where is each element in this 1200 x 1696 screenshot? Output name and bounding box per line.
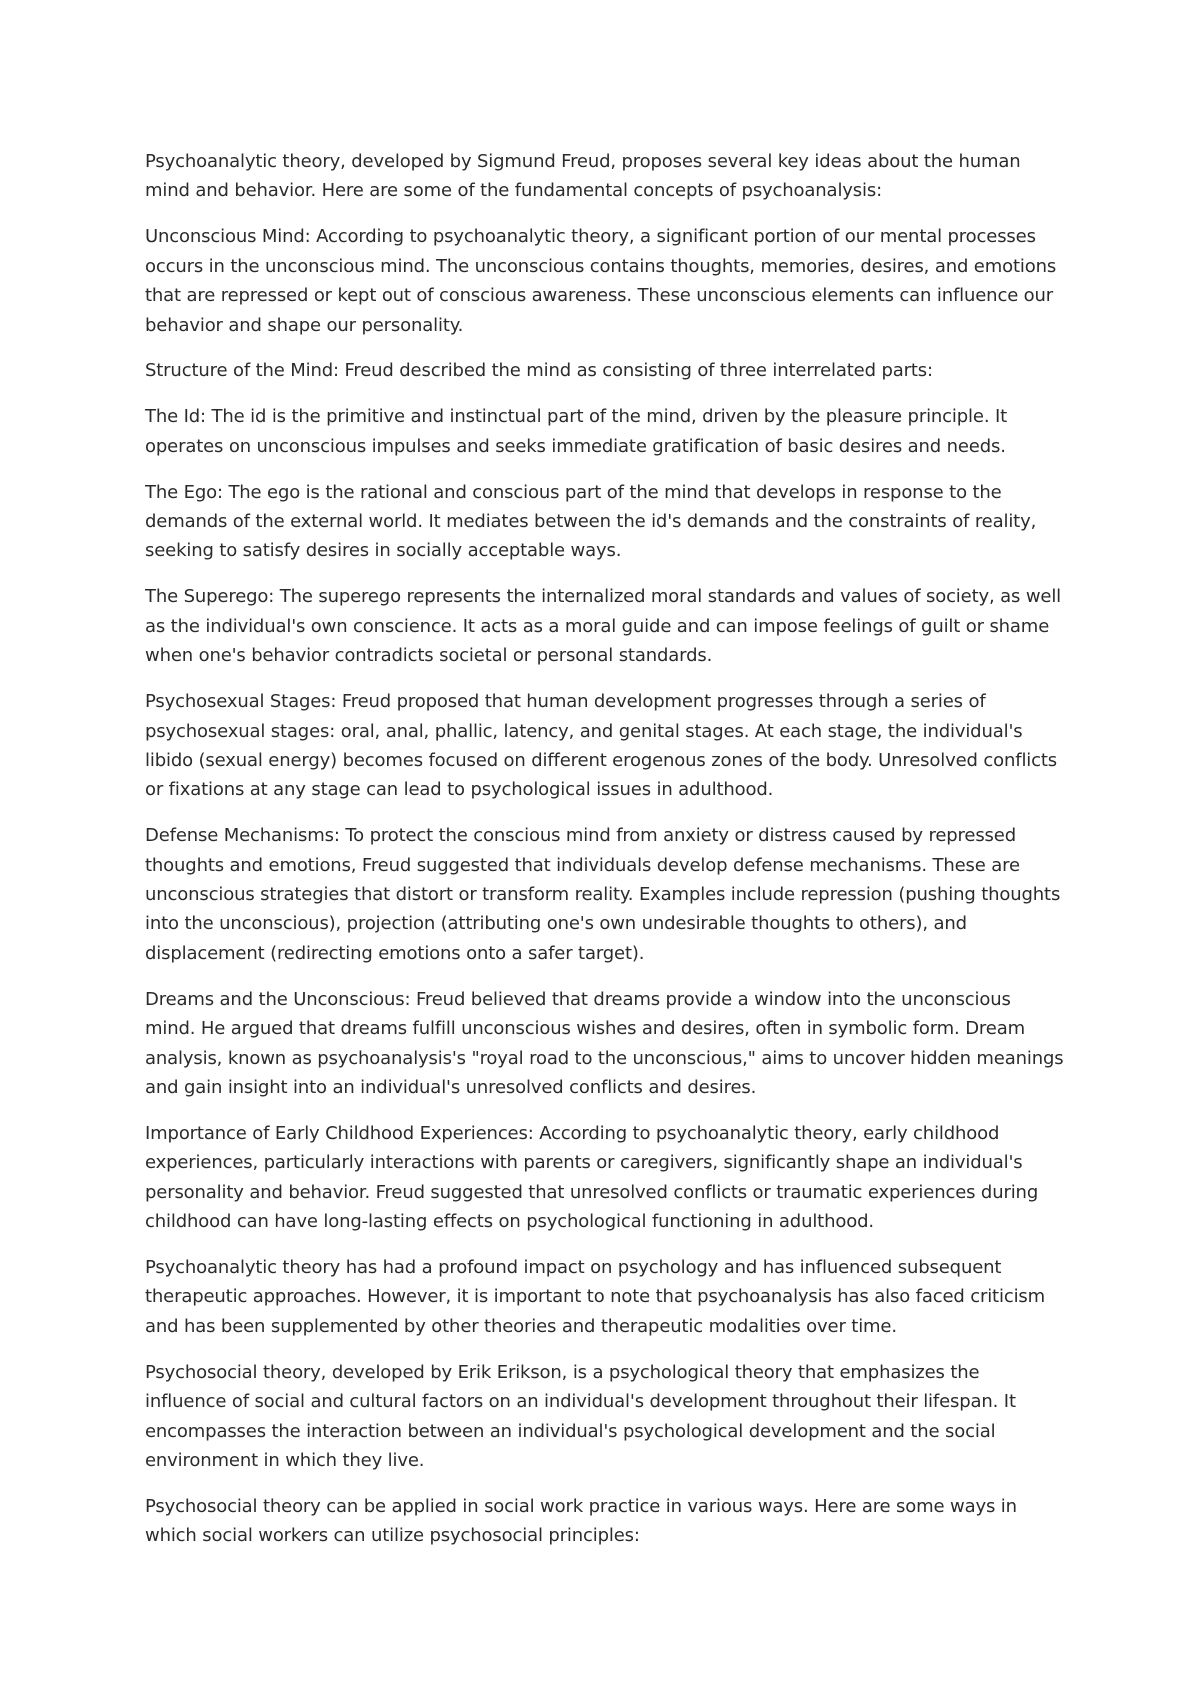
paragraph-psychosocial-theory: Psychosocial theory, developed by Erik Erikson, is a psychological theory that emphasizes the influence of social and cultural factors on an individual's development throughout their lifespan. It encompasses the interaction between an individual's psychological development and the social environment in which they live. (145, 1361, 1016, 1471)
paragraph-ego: The Ego: The ego is the rational and conscious part of the mind that develops in response to the demands of the external world. It mediates between the id's demands and the constraints of reality, seeking to satisfy desires in socially acceptable ways. (145, 481, 1037, 562)
paragraph-id: The Id: The id is the primitive and instinctual part of the mind, driven by the pleasure principle. It operates on unconscious impulses and seeks immediate gratification of basic desires and needs. (145, 406, 1008, 457)
paragraph-dreams: Dreams and the Unconscious: Freud believed that dreams provide a window into the unconscious mind. He argued that dreams fulfill unconscious wishes and desires, often in symbolic form. Dream analysis, known as psychoanalysis's "royal road to the unconscious," aims to uncover hidden meanings and gain insight into an individual's unresolved conflicts and desires. (145, 988, 1064, 1098)
paragraph-psychosexual-stages: Psychosexual Stages: Freud proposed that human development progresses through a series of psychosexual stages: oral, anal, phallic, latency, and genital stages. At each stage, the individual's libido (sexual energy) becomes focused on different erogenous zones of the body. Unresolved conflicts or fixations at any stage can lead to psychological issues in adulthood. (145, 691, 1058, 801)
paragraph-unconscious-mind: Unconscious Mind: According to psychoanalytic theory, a significant portion of our mental processes occurs in the unconscious mind. The unconscious contains thoughts, memories, desires, and emotions that are repressed or kept out of conscious awareness. These unconscious elements can influence our behavior and shape our personality. (145, 226, 1057, 336)
paragraph-superego: The Superego: The superego represents the internalized moral standards and values of society, as well as the individual's own conscience. It acts as a moral guide and can impose feelings of guilt or shame when one's behavior contradicts societal or personal standards. (145, 586, 1062, 667)
paragraph-defense-mechanisms: Defense Mechanisms: To protect the conscious mind from anxiety or distress caused by repressed thoughts and emotions, Freud suggested that individuals develop defense mechanisms. These are unconscious strategies that distort or transform reality. Examples include repression (pushing thoughts into the unconscious), projection (attributing one's own undesirable thoughts to others), and displacement (redirecting emotions onto a safer target). (145, 825, 1061, 964)
paragraph-early-childhood: Importance of Early Childhood Experiences: According to psychoanalytic theory, early childhood experiences, particularly interactions with parents or caregivers, significantly shape an individual's personality and behavior. Freud suggested that unresolved conflicts or traumatic experiences during childhood can have long-lasting effects on psychological functioning in adulthood. (145, 1122, 1039, 1233)
paragraph-impact: Psychoanalytic theory has had a profound impact on psychology and has influenced subsequent therapeutic approaches. However, it is important to note that psychoanalysis has also faced criticism and has been supplemented by other theories and therapeutic modalities over time. (145, 1257, 1046, 1337)
paragraph-intro: Psychoanalytic theory, developed by Sigmund Freud, proposes several key ideas about the human mind and behavior. Here are some of the fundamental concepts of psychoanalysis: (145, 151, 1021, 202)
paragraph-structure-of-mind: Structure of the Mind: Freud described the mind as consisting of three interrelated parts: (145, 360, 933, 382)
paragraph-social-work-application: Psychosocial theory can be applied in social work practice in various ways. Here are some ways in which social workers can utilize psychosocial principles: (145, 1495, 1017, 1547)
document-body (145, 147, 1065, 1567)
